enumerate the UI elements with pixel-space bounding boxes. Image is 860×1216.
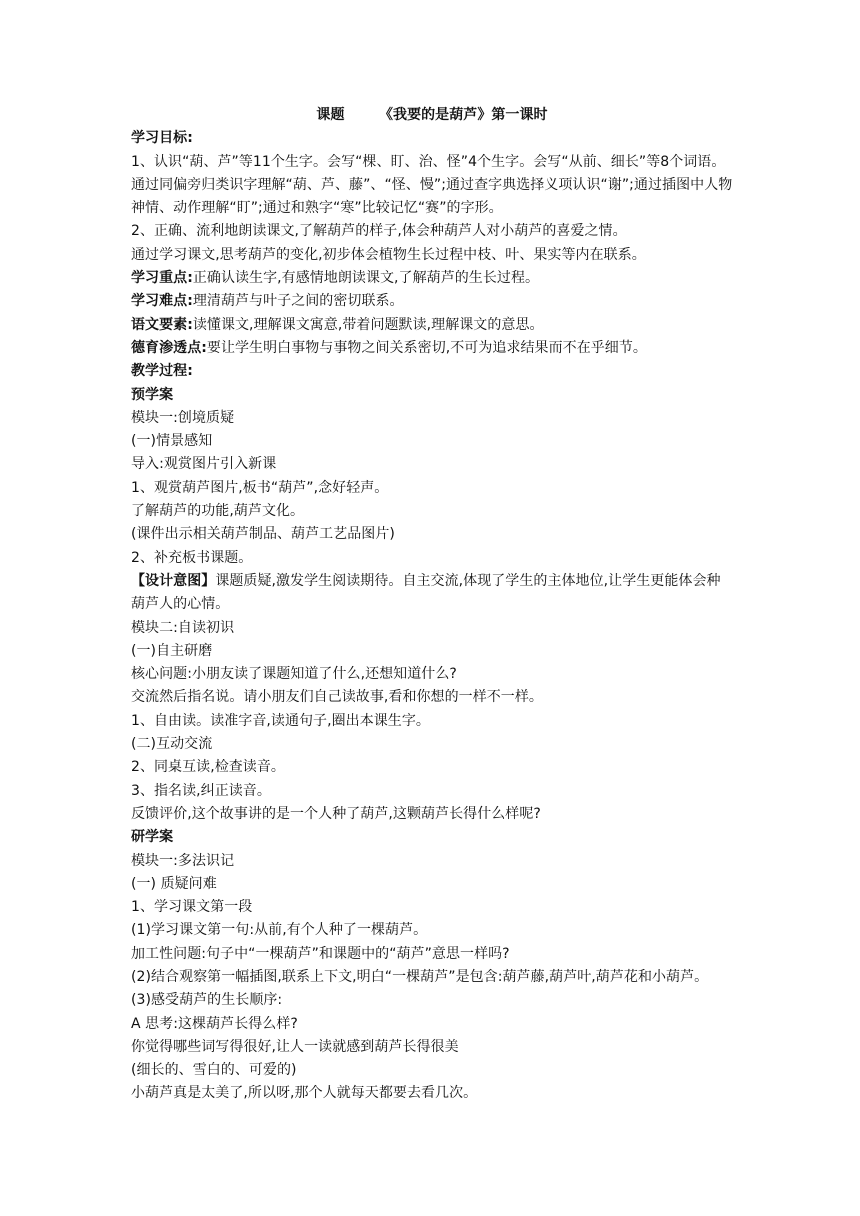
design-label: 【设计意图】 — [131, 572, 216, 589]
study-heading: 研学案 — [131, 829, 174, 846]
difficulty-label: 学习难点: — [131, 293, 193, 310]
think-a-4: 小葫芦真是太美了,所以呀,那个人就每天都要去看几次。 — [131, 1085, 478, 1102]
goal-3: 通过学习课文,思考葫芦的变化,初步体会植物生长过程中枝、叶、果实等内在联系。 — [131, 246, 646, 263]
sub-2: (2)结合观察第一幅插图,联系上下文,明白“一棵葫芦”是包含:葫芦藤,葫芦叶,葫芦花和小葫芦。 — [131, 968, 709, 985]
module-3: 模块一:多法识记 — [131, 852, 235, 869]
page-title — [131, 104, 733, 127]
section-4: (一) 质疑问难 — [131, 875, 217, 892]
step-1c: (课件出示相关葫芦制品、葫芦工艺品图片) — [131, 526, 395, 543]
exchange: 交流然后指名说。请小朋友们自己读故事,看和你想的一样不一样。 — [131, 689, 543, 706]
elements-text: 读懂课文,理解课文寓意,带着问题默读,理解课文的意思。 — [192, 316, 544, 333]
read-1: 1、自由读。读准字音,读通句子,圈出本课生字。 — [131, 712, 430, 729]
think-a-2: 你觉得哪些词写得很好,让人一读就感到葫芦长得很美 — [131, 1038, 459, 1055]
language-elements — [131, 314, 733, 337]
think-a-3: (细长的、雪白的、可爱的) — [131, 1062, 297, 1079]
design-intent — [131, 570, 733, 617]
read-3: 3、指名读,纠正读音。 — [131, 782, 271, 799]
document-body — [131, 104, 733, 1106]
key-text: 正确认读生字,有感情地朗读课文,了解葫芦的生长过程。 — [192, 270, 540, 287]
module-2: 模块二:自读初识 — [131, 619, 235, 636]
feedback: 反馈评价,这个故事讲的是一个人种了葫芦,这颗葫芦长得什么样呢? — [131, 805, 541, 822]
title-prefix: 课题 — [316, 107, 345, 123]
paragraph-1: 1、学习课文第一段 — [131, 899, 253, 916]
sub-3: (3)感受葫芦的生长顺序: — [131, 992, 283, 1009]
step-2: 2、补充板书课题。 — [131, 549, 253, 566]
process-heading: 教学过程: — [131, 363, 193, 380]
step-1b: 了解葫芦的功能,葫芦文化。 — [131, 503, 305, 520]
design-text: 课题质疑,激发学生阅读期待。自主交流,体现了学生的主体地位,让学生更能体会种葫芦人的心情。 — [131, 572, 721, 613]
key-label: 学习重点: — [131, 270, 193, 287]
elements-label: 语文要素: — [131, 316, 193, 333]
title-main: 《我要的是葫芦》第一课时 — [378, 107, 548, 123]
think-a: A 思考:这棵葫芦长得么样? — [131, 1015, 298, 1032]
core-question: 核心问题:小朋友读了课题知道了什么,还想知道什么? — [131, 666, 457, 683]
sub-1: (1)学习课文第一句:从前,有个人种了一棵葫芦。 — [131, 922, 428, 939]
difficulty-point — [131, 290, 733, 313]
sub-1-question: 加工性问题:句子中“一棵葫芦”和课题中的“葫芦”意思一样吗? — [131, 945, 510, 962]
section-3: (二)互动交流 — [131, 736, 213, 753]
section-2: (一)自主研磨 — [131, 642, 213, 659]
read-2: 2、同桌互读,检查读音。 — [131, 759, 285, 776]
moral-text: 要让学生明白事物与事物之间关系密切,不可为追求结果而不在乎细节。 — [206, 339, 647, 356]
section-1: (一)情景感知 — [131, 433, 213, 450]
difficulty-text: 理清葫芦与叶子之间的密切联系。 — [192, 293, 404, 310]
preview-heading: 预学案 — [131, 386, 174, 403]
moral-point — [131, 337, 733, 360]
intro: 导入:观赏图片引入新课 — [131, 456, 277, 473]
goal-2: 2、正确、流利地朗读课文,了解葫芦的样子,体会种葫芦人对小葫芦的喜爱之情。 — [131, 223, 627, 240]
moral-label: 德育渗透点: — [131, 339, 207, 356]
goal-1: 1、认识“葫、芦”等11个生字。会写“棵、盯、治、怪”4个生字。会写“从前、细长”等8个词语。通过同偏旁归类识字理解“葫、芦、藤”、“怪、慢”;通过查字典选择义项认识“谢”;通过插图中人物神情、动作理解“盯”;通过和熟字“寒”比较记忆“赛”的字形。 — [131, 153, 733, 217]
step-1: 1、观赏葫芦图片,板书“葫芦”,念好轻声。 — [131, 479, 389, 496]
module-1: 模块一:创境质疑 — [131, 409, 235, 426]
learning-goals-heading: 学习目标: — [131, 130, 193, 147]
key-point — [131, 267, 733, 290]
